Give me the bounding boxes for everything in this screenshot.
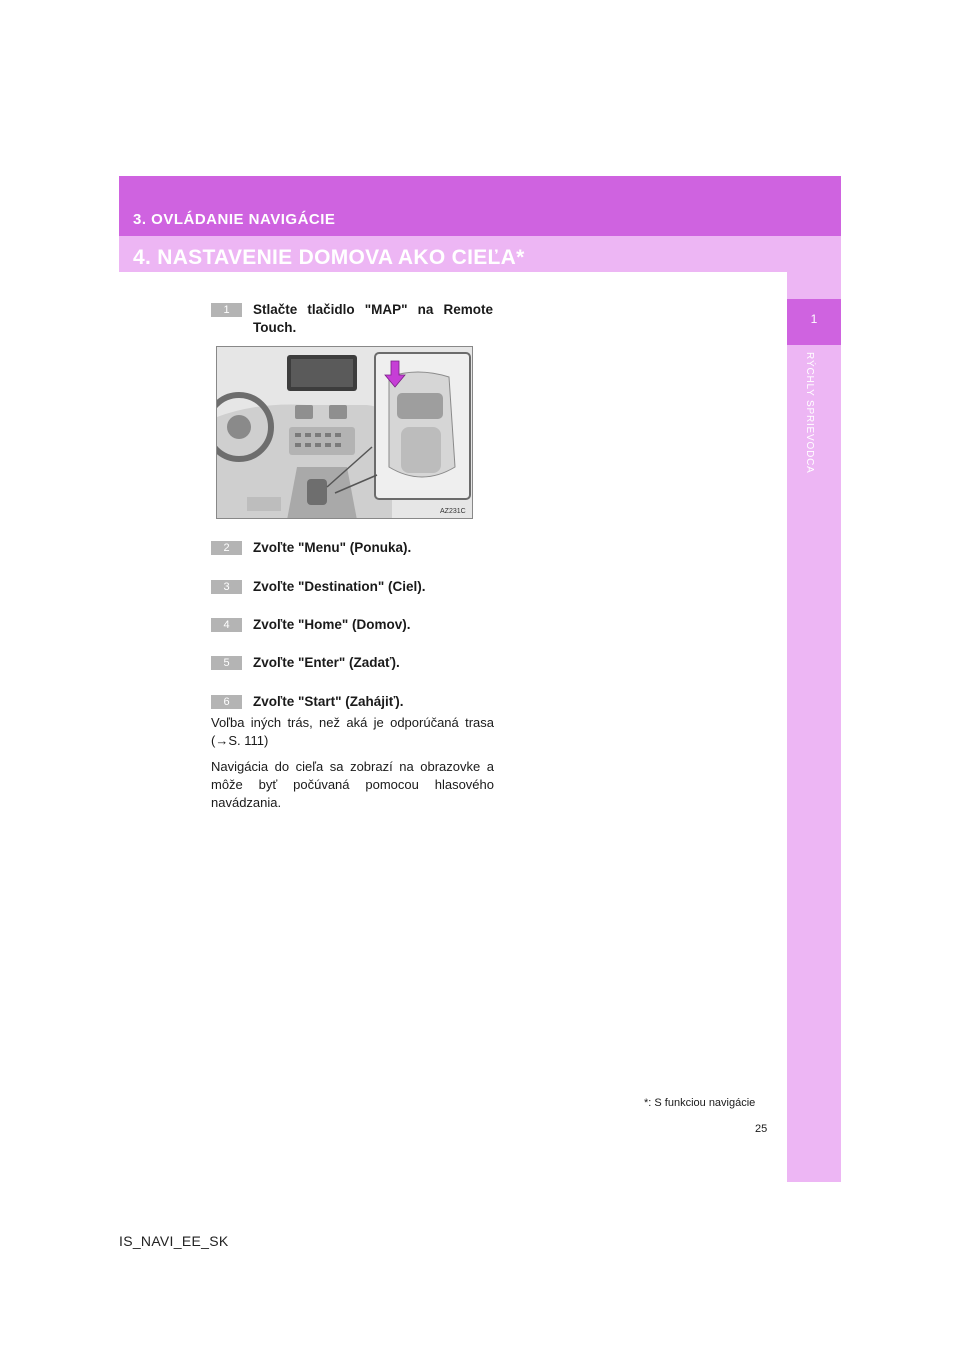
- step-1: [211, 303, 493, 343]
- step-5: [211, 656, 493, 674]
- step-badge: 3: [211, 580, 242, 594]
- figure-code: AZ231C: [440, 508, 466, 515]
- footnote: *: S funkciou navigácie: [644, 1097, 756, 1109]
- step-text: Zvoľte "Destination" (Ciel).: [253, 579, 426, 594]
- section-label: 3. OVLÁDANIE NAVIGÁCIE: [133, 211, 336, 228]
- step-text: Zvoľte "Home" (Domov).: [253, 617, 411, 632]
- step-text: Zvoľte "Menu" (Ponuka).: [253, 540, 412, 555]
- route-note: Voľba iných trás, než aká je odporúčaná trasa (→S. 111): [211, 715, 494, 748]
- step-badge: 2: [211, 541, 242, 555]
- step-badge: 4: [211, 618, 242, 632]
- step-3: [211, 580, 493, 598]
- step-text: Zvoľte "Enter" (Zadať).: [253, 655, 400, 670]
- dashboard-drawing: [217, 347, 473, 519]
- chapter-tab[interactable]: [787, 299, 841, 345]
- chapter-number: 1: [810, 312, 818, 326]
- document-id: IS_NAVI_EE_SK: [119, 1233, 229, 1249]
- page-number: 25: [755, 1123, 768, 1135]
- step-text: Stlačte tlačidlo "MAP" na Remote Touch.: [253, 302, 493, 335]
- guidance-note: Navigácia do cieľa sa zobrazí na obrazovke a môže byť počúvaná pomocou hlasového navádzania.: [211, 759, 494, 810]
- chapter-label: RÝCHLY SPRIEVODCA: [804, 352, 815, 474]
- step-4: [211, 618, 493, 636]
- step-badge: 1: [211, 303, 242, 317]
- step-2: [211, 541, 493, 559]
- step-text: Zvoľte "Start" (Zahájiť).: [253, 694, 404, 709]
- step-badge: 6: [211, 695, 242, 709]
- dashboard-illustration: [216, 346, 473, 519]
- step-6: [211, 695, 493, 713]
- page-title: 4. NASTAVENIE DOMOVA AKO CIEĽA*: [133, 246, 525, 269]
- step-badge: 5: [211, 656, 242, 670]
